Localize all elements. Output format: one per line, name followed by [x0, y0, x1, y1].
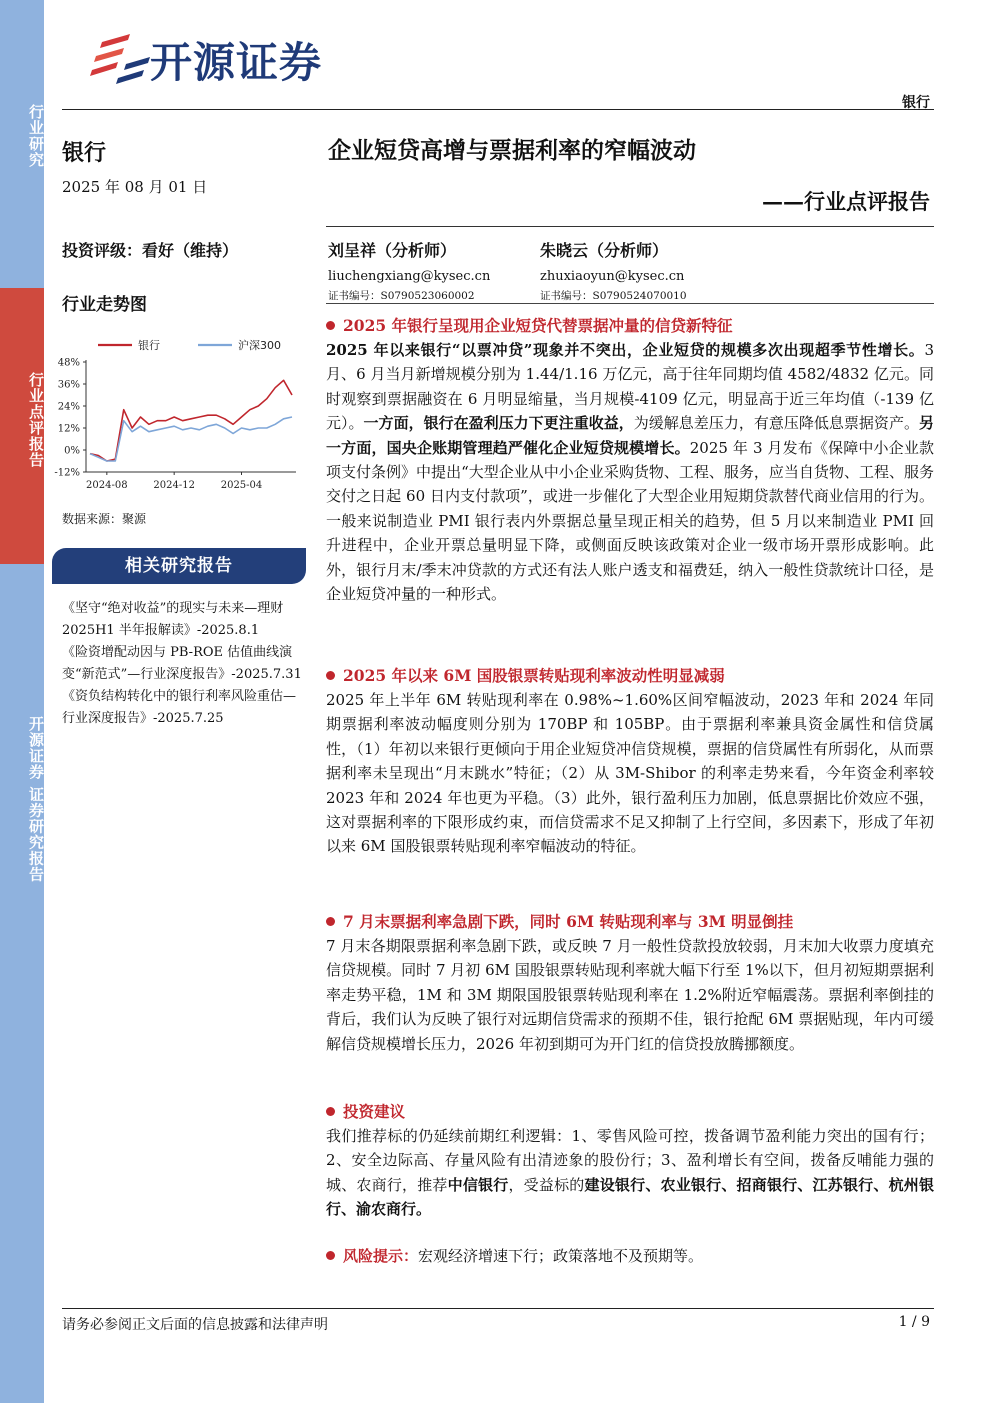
y-tick-label: 36% [57, 379, 80, 391]
page-number: 1 / 9 [898, 1314, 930, 1330]
emphasis-text: 一方面，银行在盈利压力下更注重收益， [363, 414, 634, 433]
footer-disclaimer: 请务必参阅正文后面的信息披露和法律声明 [62, 1317, 328, 1333]
brand-logo-text: 开源证券 [150, 38, 323, 87]
related-report-link[interactable]: 《资负结构转化中的银行利率风险重估—行业深度报告》-2025.7.25 [62, 689, 297, 726]
analyst-name: 刘呈祥（分析师） [328, 241, 457, 260]
emphasis-text: 2025 年以来银行“以票冲贷”现象并不突出，企业短贷的规模多次出现超季节性增长。 [326, 341, 925, 359]
section-paragraph [326, 1124, 934, 1222]
section-risk [326, 1244, 934, 1268]
y-tick-label: -12% [54, 467, 80, 479]
x-tick-label: 2024-08 [86, 480, 128, 491]
header-divider [62, 109, 934, 110]
investment-rating: 投资评级：看好（维持） [62, 241, 239, 260]
analyst-card [540, 238, 687, 303]
section-paragraph [326, 934, 934, 1056]
related-report-link[interactable]: 《坚守“绝对收益”的现实与未来—理财 2025H1 半年报解读》-2025.8.1 [62, 601, 284, 638]
y-tick-label: 0% [64, 445, 80, 457]
x-tick-label: 2024-12 [153, 480, 195, 491]
side-label-industry-research: 行业研究 [27, 104, 45, 168]
body-text: 2025 年 3 月发布《保障中小企业款项支付条例》中提出“大型企业从中小企业采购货物、工程、服务，应当自货物、工程、服务交付之日起 60 日内支付款项”，或进一步催化了大型企业用短期贷款替代商业信用的行为。一般来说制造业 PMI 银行表内外票据总量呈现正相关的趋势，但 5 月以来制造业 PMI 回升进程中，企业开票总量明显下降，或侧面反映该政策对企业一级市场开票形成影响。此外，银行月末/季末冲贷款的方式还有法人账户透支和福费廷，纳入一般性贷款统计口径，是企业短贷冲量的一种形式。 [326, 438, 934, 604]
series-line [90, 380, 292, 461]
analyst-card [328, 238, 490, 303]
bullet-icon [326, 917, 335, 926]
y-tick-label: 24% [57, 401, 80, 413]
title-divider [326, 226, 934, 227]
industry-trend-chart [50, 332, 306, 500]
analyst-email[interactable]: zhuxiaoyun@kysec.cn [540, 269, 685, 284]
report-title: 企业短贷高增与票据利率的窄幅波动 [328, 137, 696, 164]
report-type: ——行业点评报告 [762, 189, 930, 214]
footer-divider [62, 1308, 934, 1309]
chart-source: 数据来源：聚源 [62, 512, 147, 526]
section-rate-inversion [326, 910, 934, 1056]
report-date: 2025 年 08 月 01 日 [62, 178, 208, 196]
related-report-link[interactable]: 《险资增配动因与 PB-ROE 估值曲线演变“新范式”—行业深度报告》-2025.7.31 [62, 645, 302, 682]
related-reports-banner: 相关研究报告 [52, 548, 306, 584]
analyst-cert: 证书编号：S0790524070010 [540, 290, 687, 302]
side-label-brand: 开源证券 证券研究报告 [27, 716, 45, 883]
analyst-divider [326, 303, 934, 304]
y-tick-label: 48% [57, 357, 80, 369]
legend-label: 沪深300 [238, 339, 281, 352]
header-sector-tag: 银行 [902, 95, 930, 111]
side-band [0, 0, 44, 1403]
body-text: 为缓解息差压力，有意压降低息票据资产。 [633, 414, 919, 433]
body-text: ，受益标的 [508, 1175, 585, 1194]
sector-name: 银行 [62, 140, 107, 166]
trend-chart-title: 行业走势图 [62, 295, 147, 315]
section-paragraph [326, 338, 934, 606]
legend-label: 银行 [138, 339, 160, 352]
body-text: 7 月末各期限票据利率急剧下跌，或反映 7 月一般性贷款投放较弱，月末加大收票力度填充信贷规模。同时 7 月初 6M 国股银票转贴现利率就大幅下行至 1%以下，但月初短期票据利率走势平稳，1M 和 3M 期限国股银票转贴现利率在 1.2%附近窄幅震荡。票据利率倒挂的背后，我们认为反映了银行对远期信贷需求的预期不佳，银行抢配 6M 票据贴现，年内可缓解信贷规模增长压力，2026 年初到期可为开门红的信贷投放腾挪额度。 [326, 937, 934, 1053]
emphasis-text: 建设银行、农业银行、招商银行、江苏银行、杭州银行、渝农商行。 [326, 1175, 934, 1219]
analyst-name: 朱晓云（分析师） [540, 241, 669, 260]
risk-line [326, 1244, 934, 1268]
side-label-report-type: 行业点评报告 [27, 372, 45, 468]
section-heading: 投资建议 [326, 1100, 934, 1124]
section-paragraph [326, 688, 934, 859]
section-investment-advice [326, 1100, 934, 1222]
analyst-cert: 证书编号：S0790523060002 [328, 290, 475, 302]
risk-text: 宏观经济增速下行；政策落地不及预期等。 [418, 1247, 704, 1265]
bullet-icon [326, 1251, 335, 1260]
analyst-email[interactable]: liuchengxiang@kysec.cn [328, 269, 491, 284]
related-reports-list [62, 598, 308, 730]
section-heading: 7 月末票据利率急剧下跌，同时 6M 转贴现利率与 3M 明显倒挂 [326, 910, 934, 934]
y-tick-label: 12% [57, 423, 80, 435]
body-text: 我们推荐标的仍延续前期红利逻辑：1、零售风险可控，拨备调节盈利能力突出的国有行；2、安全边际高、存量风险有出清迹象的股份行；3、盈利增长有空间，拨备反哺能力强的城、农商行，推荐 [326, 1127, 934, 1194]
bullet-icon [326, 321, 335, 330]
section-credit-feature [326, 314, 934, 606]
emphasis-text: 另一方面，国央企账期管理趋严催化企业短贷规模增长。 [326, 414, 934, 457]
body-text: 2025 年上半年 6M 转贴现利率在 0.98%~1.60%区间窄幅波动，2023 年和 2024 年同期票据利率波动幅度则分别为 170BP 和 105BP。由于票据利率兼具资金属性和信贷属性，（1）年初以来银行更倾向于用企业短贷冲信贷规模，票据的信贷属性有所弱化，从而票据利率未呈现出“月末跳水”特征；（2）从 3M-Shibor 的利率走势来看，今年资金利率较 2023 年和 2024 年也更为平稳。（3）此外，银行盈利压力加剧，低息票据比价效应不强，这对票据利率的下限形成约束，而信贷需求不足又抑制了上行空间，多因素下，形成了年初以来 6M 国股银票转贴现利率窄幅波动的特征。 [326, 691, 934, 856]
risk-label: 风险提示： [343, 1247, 419, 1265]
bullet-icon [326, 1107, 335, 1116]
section-rate-volatility [326, 664, 934, 859]
section-heading: 2025 年以来 6M 国股银票转贴现利率波动性明显减弱 [326, 664, 934, 688]
body-text: 3 月、6 月当月新增规模分别为 1.44/1.16 万亿元，高于往年同期均值 4582/4832 亿元。同时观察到票据融资在 6 月明显缩量，当月规模-4109 亿元，明显高于近三年均值（-139 亿元）。 [326, 341, 934, 433]
bullet-icon [326, 671, 335, 680]
x-tick-label: 2025-04 [220, 480, 263, 491]
emphasis-text: 中信银行 [447, 1175, 509, 1194]
series-line [90, 417, 292, 461]
section-heading: 2025 年银行呈现用企业短贷代替票据冲量的信贷新特征 [326, 314, 934, 338]
